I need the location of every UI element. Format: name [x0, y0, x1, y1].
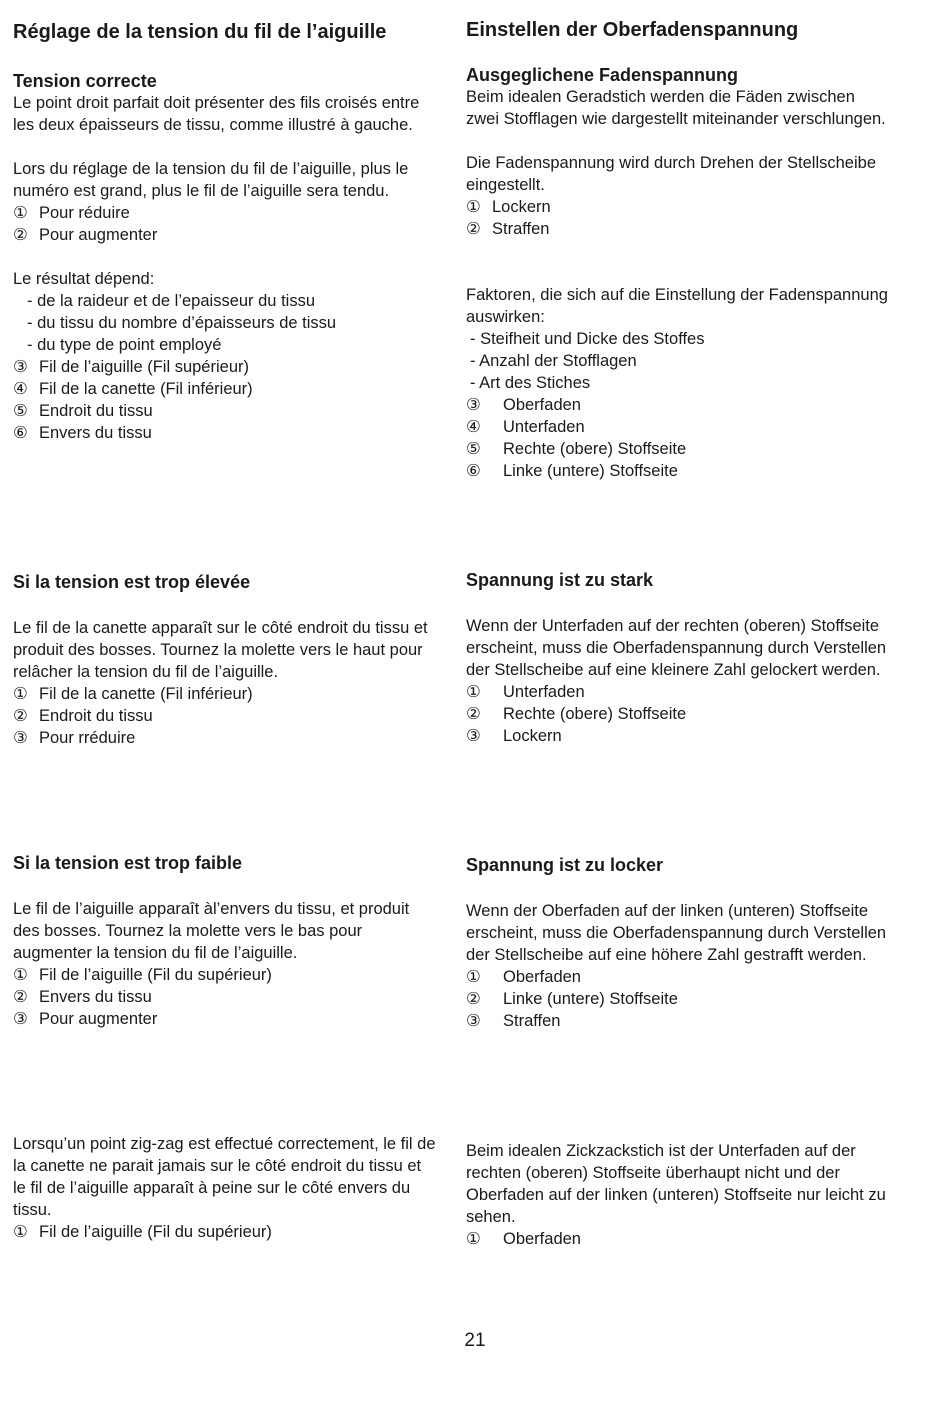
page-title-fr: Réglage de la tension du fil de l’aiguille — [13, 21, 387, 43]
list-item: ① Pour réduire — [13, 204, 130, 222]
dash-item: - du tissu du nombre d’épaisseurs de tissu — [27, 314, 337, 332]
paragraph: Beim idealen Geradstich werden die Fäden zwischen zwei Stofflagen wie dargestellt miteinander verschlungen. — [466, 88, 886, 128]
list-item: ① Unterfaden — [466, 683, 585, 701]
dash-item: - Anzahl der Stofflagen — [470, 352, 637, 370]
list-item: ③ Lockern — [466, 727, 562, 745]
heading-trop-faible: Si la tension est trop faible — [13, 853, 243, 873]
list-item: ① Fil de l’aiguille (Fil du supérieur) — [13, 966, 272, 984]
list-item: ③ Pour augmenter — [13, 1010, 158, 1028]
page-title-de: Einstellen der Oberfadenspannung — [466, 19, 799, 41]
section-too-high-fr — [13, 571, 438, 749]
section-correct-tension-fr — [13, 70, 438, 444]
list-item: ② Rechte (obere) Stoffseite — [466, 705, 687, 723]
list-item: ⑥ Envers du tissu — [13, 424, 152, 442]
paragraph: Le résultat dépend: — [13, 270, 155, 288]
list-item: ⑥ Linke (untere) Stoffseite — [466, 462, 678, 480]
list-item: ① Oberfaden — [466, 1230, 581, 1248]
section-zigzag-de — [466, 1140, 891, 1250]
list-item: ② Straffen — [466, 220, 550, 238]
list-item: ② Pour augmenter — [13, 226, 158, 244]
heading-ausgeglichene: Ausgeglichene Fadenspannung — [466, 65, 739, 85]
paragraph: Faktoren, die sich auf die Einstellung der Fadenspannung auswirken: — [466, 286, 888, 326]
list-item: ③ Fil de l’aiguille (Fil supérieur) — [13, 358, 249, 376]
list-item: ② Envers du tissu — [13, 988, 152, 1006]
section-too-high-de — [466, 569, 891, 747]
list-item: ④ Unterfaden — [466, 418, 585, 436]
list-item: ⑤ Endroit du tissu — [13, 402, 153, 420]
list-item: ③ Oberfaden — [466, 396, 581, 414]
list-item: ③ Straffen — [466, 1012, 561, 1030]
list-item: ⑤ Rechte (obere) Stoffseite — [466, 440, 687, 458]
list-item: ④ Fil de la canette (Fil inférieur) — [13, 380, 253, 398]
dash-item: - du type de point employé — [27, 336, 222, 354]
dash-item: - Art des Stiches — [470, 374, 591, 392]
list-item: ① Lockern — [466, 198, 551, 216]
list-item: ② Endroit du tissu — [13, 707, 153, 725]
paragraph: Lors du réglage de la tension du fil de l’aiguille, plus le numéro est grand, plus le fil de l’aiguille sera tendu. — [13, 160, 409, 200]
heading-zu-locker: Spannung ist zu locker — [466, 855, 664, 875]
heading-tension-correcte: Tension correcte — [13, 71, 157, 91]
section-zigzag-fr — [13, 1133, 438, 1243]
paragraph: Le fil de la canette apparaît sur le côté endroit du tissu et produit des bosses. Tournez la molette vers le haut pour relâcher la tension du fil de l’aiguille. — [13, 619, 428, 681]
dash-item: - Steifheit und Dicke des Stoffes — [470, 330, 705, 348]
paragraph: Le fil de l’aiguille apparaît àl’envers du tissu, et produit des bosses. Tournez la molette vers le bas pour augmenter la tension du fil de l’aiguille. — [13, 900, 410, 962]
paragraph: Le point droit parfait doit présenter des fils croisés entre les deux épaisseurs de tissu, comme illustré à gauche. — [13, 94, 420, 134]
section-too-low-fr — [13, 852, 438, 1030]
heading-trop-elevee: Si la tension est trop élevée — [13, 572, 251, 592]
section-too-low-de — [466, 854, 891, 1032]
dash-item: - de la raideur et de l’epaisseur du tissu — [27, 292, 315, 310]
list-item: ② Linke (untere) Stoffseite — [466, 990, 678, 1008]
paragraph: Wenn der Unterfaden auf der rechten (oberen) Stoffseite erscheint, muss die Oberfadenspannung durch Verstellen der Stellscheibe auf eine kleinere Zahl gelockert werden. — [466, 617, 887, 679]
page-number: 21 — [464, 1330, 486, 1351]
heading-zu-stark: Spannung ist zu stark — [466, 570, 654, 590]
paragraph: Lorsqu’un point zig-zag est effectué correctement, le fil de la canette ne parait jamais sur le côté endroit du tissu et le fil de l’aiguille apparaît à peine sur le côté envers du tissu. — [13, 1135, 436, 1219]
paragraph: Beim idealen Zickzackstich ist der Unterfaden auf der rechten (oberen) Stoffseite überhaupt nicht und der Oberfaden auf der linken (unteren) Stoffseite nur leicht zu sehen. — [466, 1142, 886, 1226]
paragraph: Wenn der Oberfaden auf der linken (unteren) Stoffseite erscheint, muss die Oberfadenspannung durch Verstellen der Stellscheibe auf eine höhere Zahl gestrafft werden. — [466, 902, 887, 964]
list-item: ③ Pour rréduire — [13, 729, 136, 747]
section-correct-tension-de — [466, 64, 891, 482]
list-item: ① Fil de l’aiguille (Fil du supérieur) — [13, 1223, 272, 1241]
list-item: ① Fil de la canette (Fil inférieur) — [13, 685, 253, 703]
paragraph: Die Fadenspannung wird durch Drehen der Stellscheibe eingestellt. — [466, 154, 876, 194]
list-item: ① Oberfaden — [466, 968, 581, 986]
